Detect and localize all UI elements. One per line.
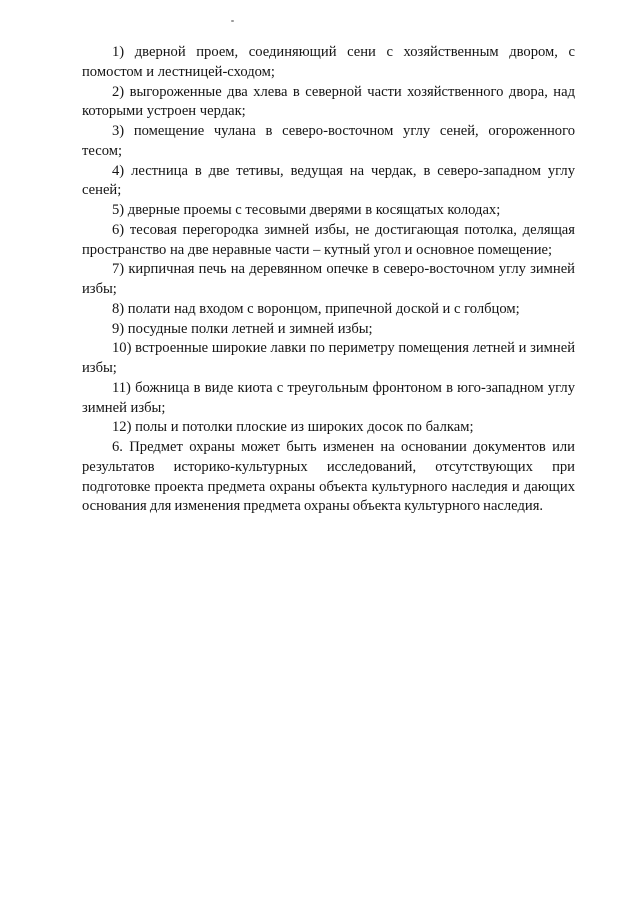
list-item-8: 8) полати над входом с воронцом, припечной доской и с голбцом; (112, 300, 520, 317)
list-item-1: 1) дверной проем, соединяющий сени с хозяйственным двором, с помостом и лестницей-сходом; (82, 44, 575, 80)
list-item-9: 9) посудные полки летней и зимней избы; (112, 320, 373, 337)
list-item-6: 6) тесовая перегородка зимней избы, не достигающая потолка, делящая пространство на две неравные части – кутный угол и основное помещение; (82, 221, 575, 258)
list-item-7: 7) кирпичная печь на деревянном опечке в северо-восточном углу зимней избы; (82, 261, 575, 297)
list-item-10: 10) встроенные широкие лавки по периметру помещения летней и зимней избы; (82, 340, 575, 376)
list-item-2: 2) выгороженные два хлева в северной части хозяйственного двора, над которыми устроен чердак; (82, 83, 575, 120)
list-item-11: 11) божница в виде киота с треугольным фронтоном в юго-западном углу зимней избы; (82, 379, 575, 416)
list-item-5: 5) дверные проемы с тесовыми дверями в косящатых колодах; (112, 202, 501, 218)
list-item-12: 12) полы и потолки плоские из широких досок по балкам; (112, 419, 474, 436)
list-item-3: 3) помещение чулана в северо-восточном углу сеней, огороженного тесом; (82, 123, 575, 159)
list-item-4: 4) лестница в две тетивы, ведущая на чердак, в северо-западном углу сеней; (82, 162, 575, 199)
scan-mark (231, 20, 234, 22)
section-6-paragraph: 6. Предмет охраны может быть изменен на основании документов или результатов историко-культурных исследований, отсутствующих при подготовке проекта предмета охраны объекта культурного наследия и дающих основания для изменения предмета охраны объекта культурного наследия. (82, 439, 575, 515)
document-body (82, 43, 575, 517)
